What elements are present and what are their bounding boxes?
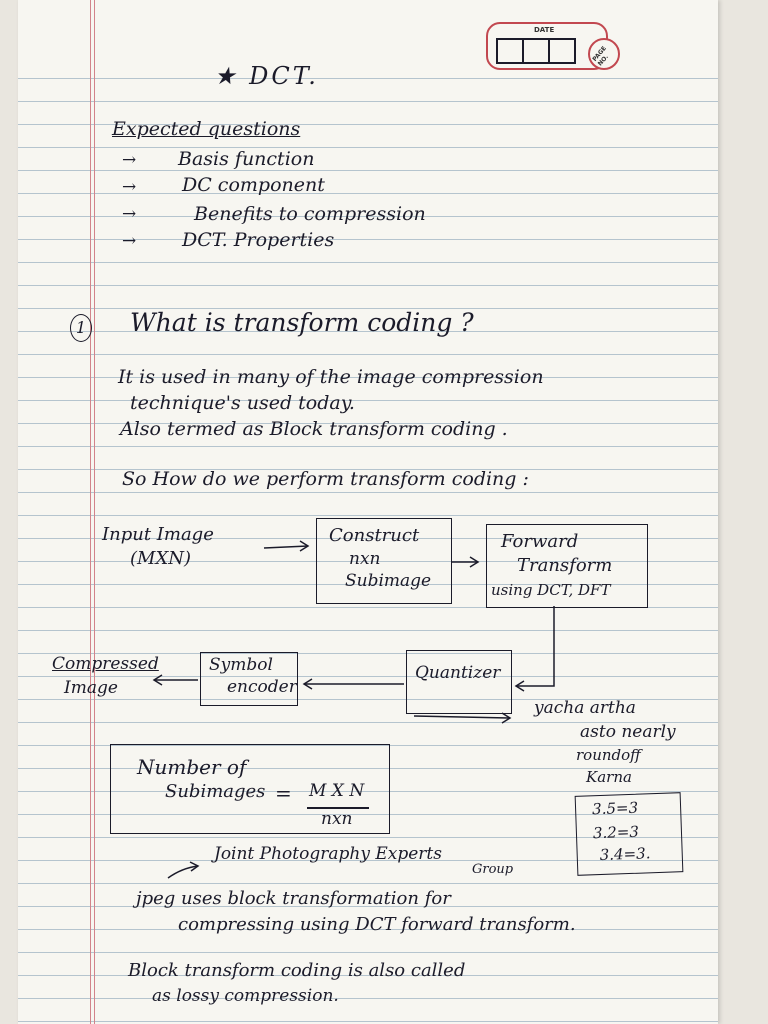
expected-item: DC component [182, 174, 325, 196]
transform-label: Transform [517, 555, 613, 576]
forward-label: Forward [501, 531, 579, 552]
side-note-line-2: asto nearly [580, 722, 676, 742]
symbol-label: Symbol [209, 655, 273, 675]
formula-lhs-line-2: Subimages [165, 781, 266, 802]
jpeg-line-2: compressing using DCT forward transform. [178, 914, 576, 935]
date-label: DATE [534, 26, 555, 34]
jpeg-line-1: jpeg uses block transformation for [136, 888, 451, 909]
input-image-label: Input Image [102, 524, 214, 545]
answer-line-4: So How do we perform transform coding : [122, 468, 529, 490]
expected-item: Basis function [178, 148, 315, 170]
jpeg-expansion: Joint Photography Experts [214, 844, 442, 864]
bottom-line-2: as lossy compression. [152, 986, 339, 1006]
side-note-line-1: yacha artha [534, 698, 636, 718]
side-note-line-4: Karna [586, 768, 632, 786]
answer-line-2: technique's used today. [130, 392, 355, 414]
formula-lhs-line-1: Number of [137, 755, 247, 779]
expected-heading: Expected questions [112, 118, 301, 140]
arrow-icon: → [122, 150, 137, 170]
expected-item: Benefits to compression [194, 203, 426, 225]
arrow-icon: → [122, 177, 137, 197]
question-text: What is transform coding ? [130, 308, 474, 337]
quantizer-label: Quantizer [415, 663, 501, 683]
formula-denominator: nxn [321, 809, 353, 829]
construct-label: Construct [329, 525, 420, 546]
bottom-line-1: Block transform coding is also called [128, 960, 466, 981]
page-label: PAGE NO. [591, 45, 610, 68]
page-title: ★ DCT. [214, 62, 319, 90]
formula-equals: = [275, 781, 292, 805]
image-label: Image [64, 678, 118, 698]
expected-item: DCT. Properties [182, 229, 335, 251]
rounding-examples-box [575, 792, 684, 876]
example-2: 3.2=3 [592, 822, 640, 843]
example-1: 3.5=3 [591, 798, 639, 819]
notebook-page [18, 0, 718, 1024]
using-dct-label: using DCT, DFT [491, 581, 611, 599]
arrow-icon: → [122, 231, 137, 251]
arrow-icon: → [122, 204, 137, 224]
answer-line-1: It is used in many of the image compression [118, 366, 544, 388]
jpeg-expansion-group: Group [472, 862, 514, 877]
formula-numerator: M X N [309, 781, 365, 801]
construct-subimage-label: Subimage [345, 571, 432, 591]
answer-line-3: Also termed as Block transform coding . [120, 418, 508, 440]
construct-size-label: nxn [349, 549, 381, 569]
side-note-line-3: roundoff [576, 746, 641, 764]
encoder-label: encoder [227, 677, 297, 697]
example-3: 3.4=3. [599, 844, 651, 865]
question-number: 1 [70, 314, 92, 342]
compressed-label: Compressed [52, 654, 159, 674]
input-size-label: (MXN) [130, 548, 192, 569]
formula-box [110, 744, 390, 834]
